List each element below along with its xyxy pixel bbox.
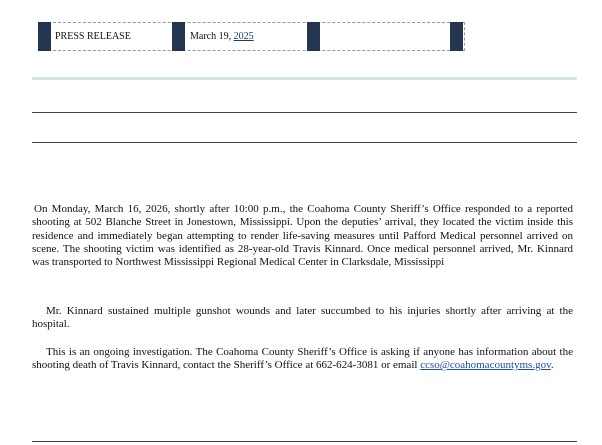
email-link[interactable]: ccso@coahomacountyms.gov <box>420 359 551 372</box>
header-divider <box>32 77 577 80</box>
release-date-prefix: March 19, <box>190 31 234 42</box>
rule-line-bottom <box>32 441 577 442</box>
header-bar-middle-left <box>172 22 185 51</box>
header-bar-right <box>450 22 463 51</box>
release-date <box>190 31 254 43</box>
header-bar-middle-right <box>307 22 320 51</box>
press-release-header-table <box>38 22 465 51</box>
body-paragraph-1: On Monday, March 16, 2026, shortly after 10:00 p.m., the Coahoma County Sheriff’s Office responded to a reported shooting at 502 Blanche Street in Jonestown, Mississippi. Upon the deputies’ arrival, they located the victim inside this residence and immediately began attempting to render life-saving measures until Pafford Medical personnel arrived on scene. The shooting victim was identified as 28-year-old Travis Kinnard. Once medical personnel arrived, Mr. Kinnard was transported to Northwest Mississippi Regional Medical Center in Clarksdale, Mississippi <box>32 203 573 269</box>
body-paragraph-3-text: This is an ongoing investigation. The Coahoma County Sheriff’s Office is asking if anyone has information about the shooting death of Travis Kinnard, contact the Sheriff’s Office at 662-624-3081 or email <box>32 346 573 372</box>
rule-line-1 <box>32 112 577 113</box>
press-release-label: PRESS RELEASE <box>55 31 131 42</box>
release-date-year: 2025 <box>233 31 254 42</box>
body-paragraph-2: Mr. Kinnard sustained multiple gunshot wounds and later succumbed to his injuries shortly after arriving at the hospital. <box>32 305 573 331</box>
body-paragraph-3 <box>32 346 573 373</box>
header-bar-left <box>38 22 51 51</box>
rule-line-2 <box>32 142 577 143</box>
body-paragraph-3-end: . <box>550 359 554 372</box>
